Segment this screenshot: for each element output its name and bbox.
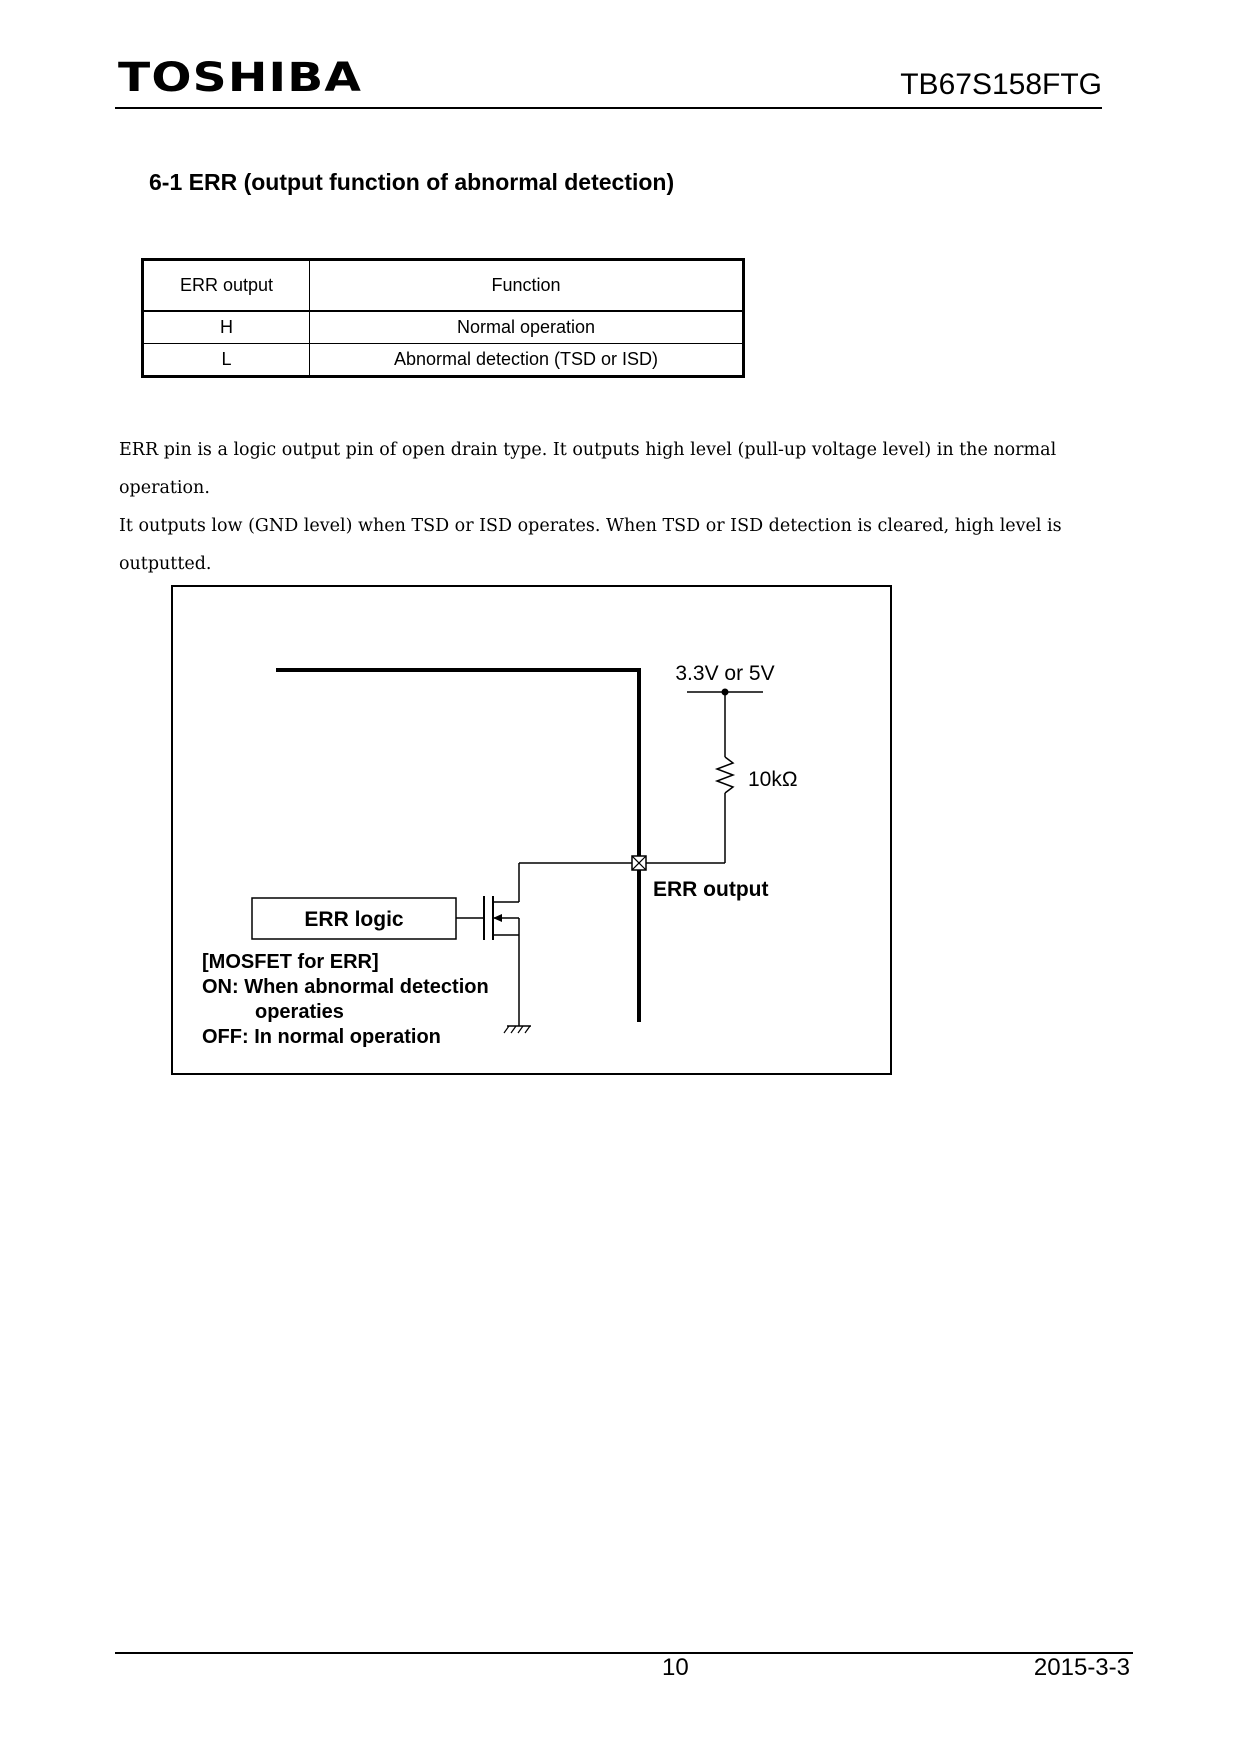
mosfet-notes [202,951,489,1048]
err-output-label: ERR output [653,878,769,901]
circuit-svg [173,587,894,1077]
err-circuit-diagram [171,585,892,1075]
resistor-value-label: 10kΩ [748,768,798,791]
page-number: 10 [662,1654,689,1681]
footer-rule [115,1652,1133,1654]
supply-voltage-label: 3.3V or 5V [675,662,775,685]
toshiba-logo: TOSHIBA [118,55,363,101]
resistor-symbol [717,757,733,793]
err-logic-label: ERR logic [304,908,404,931]
table-cell-output: L [143,344,310,377]
document-date: 2015-3-3 [1033,1654,1130,1681]
err-function-table [141,258,745,378]
description-line: It outputs low (GND level) when TSD or ISD operates. When TSD or ISD detection is cleared, high level is [119,516,1062,536]
note-line: OFF: In normal operation [202,1026,441,1048]
header-rule [115,107,1102,109]
table-cell-output: H [143,311,310,344]
table-header-err-output: ERR output [143,260,310,312]
table-cell-function: Abnormal detection (TSD or ISD) [393,349,659,369]
table-header-function: Function [310,260,744,312]
note-line: [MOSFET for ERR] [202,951,379,973]
note-line: operaties [255,1001,344,1023]
table-row [143,311,744,344]
note-line: ON: When abnormal detection [202,976,489,998]
part-number: TB67S158FTG [900,68,1102,101]
description-line: outputted. [119,554,212,574]
err-description [119,431,1129,583]
description-line: ERR pin is a logic output pin of open drain type. It outputs high level (pull-up voltage level) in the normal operation. [119,440,1057,498]
section-title: 6-1 ERR (output function of abnormal detection) [149,169,675,195]
table-header-row [143,260,744,312]
mosfet-arrow-icon [493,914,502,922]
table-cell-function: Normal operation [310,311,744,344]
table-row [143,344,744,377]
